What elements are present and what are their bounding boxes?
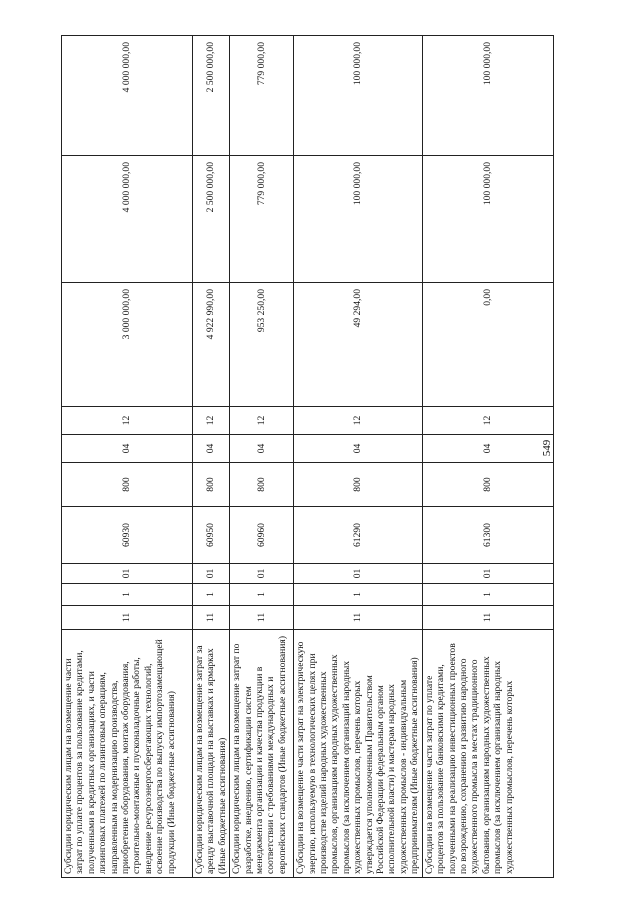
cell-v3: 2 500 000,00 (193, 36, 230, 156)
cell-c2: 1 (422, 584, 553, 606)
cell-c6: 04 (422, 435, 553, 463)
cell-v3: 100 000,00 (422, 36, 553, 156)
cell-v3: 100 000,00 (294, 36, 422, 156)
table-row (62, 36, 193, 878)
cell-c4: 60950 (193, 507, 230, 564)
cell-v2: 100 000,00 (294, 156, 422, 283)
row-description: Субсидии юридическим лицам на возмещение затрат по разработке, внедрению, сертификации систем менеджмента организации и качества продукции в соответствии с требованиями международных и европейских стандартов (Иные бюджетные ассигнования) (230, 630, 294, 878)
cell-c1: 11 (230, 606, 294, 630)
table-row (294, 36, 422, 878)
cell-c7: 12 (62, 407, 193, 435)
cell-c1: 11 (62, 606, 193, 630)
cell-c1: 11 (294, 606, 422, 630)
cell-c3: 01 (422, 564, 553, 584)
cell-c3: 01 (62, 564, 193, 584)
cell-v3: 4 000 000,00 (62, 36, 193, 156)
cell-c5: 800 (62, 463, 193, 507)
cell-c6: 04 (62, 435, 193, 463)
cell-c2: 1 (62, 584, 193, 606)
cell-v2: 779 000,00 (230, 156, 294, 283)
cell-c1: 11 (193, 606, 230, 630)
cell-c2: 1 (294, 584, 422, 606)
row-description: Субсидии на возмещение части затрат по уплате процентов за пользование банковскими кредитами, полученными на реализацию инвестиционных проектов по возрождению, сохранению и развитию народного художественного промысла в местах традиционного бытования, организациям народных художественных промыслов (за исключением организаций народных художественных промыслов, перечень которых (422, 630, 553, 878)
row-description: Субсидии на возмещение части затрат на электрическую энергию, используемую в технологических целях при производстве изделий народных художественных промыслов, организациям народных художественных промыслов (за исключением организаций народных художественных промыслов, перечень которых утверждается уполномоченным Правительством Российской Федерации федеральным органом исполнительной власти) и мастерам народных художественных промыслов - индивидуальным предпринимателям (Иные бюджетные ассигнования) (294, 630, 422, 878)
cell-c6: 04 (294, 435, 422, 463)
table-row (422, 36, 553, 878)
cell-c5: 800 (294, 463, 422, 507)
cell-v2: 4 000 000,00 (62, 156, 193, 283)
cell-c2: 1 (193, 584, 230, 606)
cell-c3: 01 (193, 564, 230, 584)
cell-c4: 61300 (422, 507, 553, 564)
table-row (193, 36, 230, 878)
cell-c2: 1 (230, 584, 294, 606)
cell-c3: 01 (294, 564, 422, 584)
cell-c5: 800 (422, 463, 553, 507)
cell-v3: 779 000,00 (230, 36, 294, 156)
cell-v1: 953 250,00 (230, 283, 294, 407)
cell-c6: 04 (193, 435, 230, 463)
cell-c3: 01 (230, 564, 294, 584)
cell-c7: 12 (294, 407, 422, 435)
cell-c7: 12 (193, 407, 230, 435)
cell-c5: 800 (193, 463, 230, 507)
cell-c7: 12 (230, 407, 294, 435)
cell-c7: 12 (422, 407, 553, 435)
page-number: 549 (541, 439, 553, 457)
budget-table (61, 35, 554, 878)
cell-v1: 0,00 (422, 283, 553, 407)
cell-c4: 61290 (294, 507, 422, 564)
rotated-table-container (61, 36, 533, 878)
cell-c4: 60930 (62, 507, 193, 564)
table-row (230, 36, 294, 878)
cell-c4: 60960 (230, 507, 294, 564)
cell-v1: 3 000 000,00 (62, 283, 193, 407)
row-description: Субсидии юридическим лицам на возмещение части затрат по уплате процентов за пользование кредитами, полученными в кредитных организациях, и части лизинговых платежей по лизинговым операциям, направленным на модернизацию производства, приобретение оборудования, монтаж оборудования, строительно-монтажные и пусконаладочные работы, внедрение ресурсоэнергосберегающих технологий, освоение производства по выпуску импортозамещающей продукции (Иные бюджетные ассигнования) (62, 630, 193, 878)
cell-c5: 800 (230, 463, 294, 507)
row-description: Субсидии юридическим лицам на возмещение затрат за аренду выставочной площади на выставках и ярмарках (Иные бюджетные ассигнования) (193, 630, 230, 878)
cell-v1: 49 294,00 (294, 283, 422, 407)
cell-v2: 2 500 000,00 (193, 156, 230, 283)
cell-c1: 11 (422, 606, 553, 630)
cell-v2: 100 000,00 (422, 156, 553, 283)
cell-c6: 04 (230, 435, 294, 463)
cell-v1: 4 922 990,00 (193, 283, 230, 407)
